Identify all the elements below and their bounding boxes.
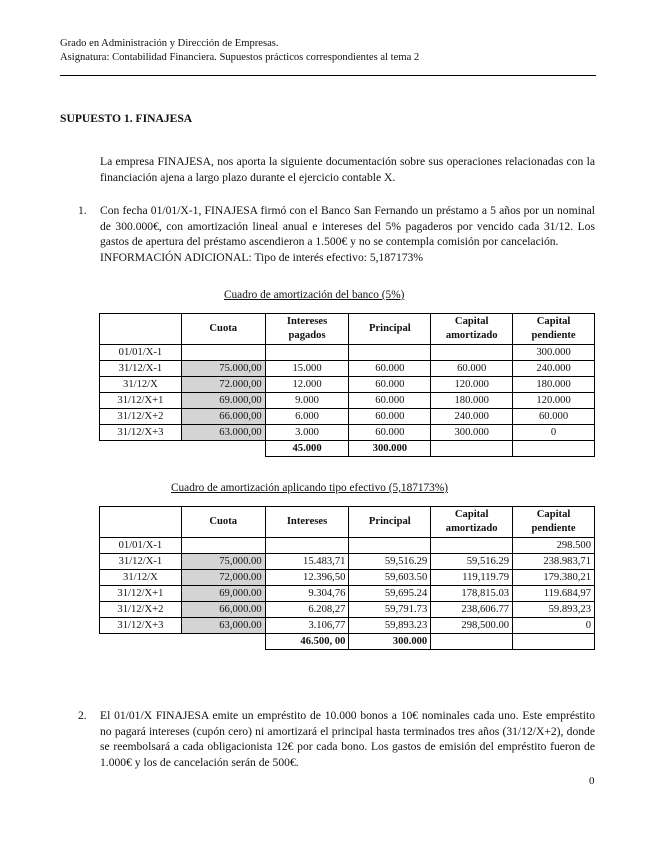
table-cell: 60.000 [431, 361, 513, 377]
table-cell: 59.893,23 [513, 602, 595, 618]
table-total-cell: 300.000 [349, 441, 431, 457]
header-cell: Principal [349, 314, 431, 345]
table-total-cell [100, 441, 182, 457]
table-cell: 298.500 [513, 538, 595, 554]
header-cell: Capital amortizado [431, 314, 513, 345]
table-cell: 240.000 [513, 361, 595, 377]
table-cell: 66.000,00 [181, 409, 265, 425]
table-cell: 60.000 [513, 409, 595, 425]
header-cell: Intereses [265, 507, 349, 538]
page-number: 0 [589, 775, 595, 787]
table1-caption: Cuadro de amortización del banco (5%) [224, 289, 405, 301]
table-cell: 120.000 [513, 393, 595, 409]
table-row [100, 377, 595, 393]
bank-amortization-table [99, 313, 595, 457]
list-item-number: 1. [78, 204, 87, 217]
header-cell: Cuota [181, 507, 265, 538]
header-cell: Capital pendiente [513, 314, 595, 345]
table-cell: 31/12/X-1 [100, 554, 182, 570]
document-header [60, 37, 596, 65]
table-row [100, 586, 595, 602]
table-cell: 180.000 [513, 377, 595, 393]
table-cell: 60.000 [349, 425, 431, 441]
table-cell: 300.000 [431, 425, 513, 441]
table-cell: 31/12/X+3 [100, 425, 182, 441]
header-cell: Capital pendiente [513, 507, 595, 538]
table-total-cell [431, 441, 513, 457]
table-cell: 63,000.00 [181, 618, 265, 634]
table-cell [181, 345, 265, 361]
table-cell: 9.000 [265, 393, 349, 409]
table-totals-row [100, 634, 595, 650]
table-cell [181, 538, 265, 554]
table-cell: 9.304,76 [265, 586, 349, 602]
list-item-text: Con fecha 01/01/X-1, FINAJESA firmó con el Banco San Fernando un préstamo a 5 años por un nominal de 300.000€, con amortización lineal anual e intereses del 5% pagaderos por vencido cada 31/12. Los gastos de apertura del préstamo ascendieron a 1.500€ y no se contempla comisión por cancelación. [100, 204, 595, 248]
table-cell: 300.000 [513, 345, 595, 361]
table-cell: 180.000 [431, 393, 513, 409]
table-cell: 15.483,71 [265, 554, 349, 570]
table-total-cell: 46.500, 00 [265, 634, 349, 650]
table-cell: 31/12/X+1 [100, 586, 182, 602]
table-cell: 31/12/X+1 [100, 393, 182, 409]
table-cell: 66,000.00 [181, 602, 265, 618]
table-cell: 60.000 [349, 393, 431, 409]
table-cell [349, 538, 431, 554]
table-row [100, 570, 595, 586]
table-cell: 119.684,97 [513, 586, 595, 602]
header-cell: Principal [349, 507, 431, 538]
table-cell: 31/12/X [100, 377, 182, 393]
table-cell [349, 345, 431, 361]
list-item-text: El 01/01/X FINAJESA emite un empréstito de 10.000 bonos a 10€ nominales cada uno. Este empréstito no pagará intereses (cupón cero) ni amortizará el principal hasta terminados tres años (31/12/X+2), donde se reembolsará a cada obligacionista 12€ por cada bono. Los gastos de emisión del empréstito fueron de 1.000€ y los de cancelación serán de 500€. [100, 709, 595, 769]
table-cell: 59,695.24 [349, 586, 431, 602]
table-cell: 60.000 [349, 377, 431, 393]
header-cell [100, 314, 182, 345]
table2-caption-title: Cuadro de amortización aplicando tipo efectivo [171, 482, 386, 494]
header-cell [100, 507, 182, 538]
table-cell: 31/12/X [100, 570, 182, 586]
table-cell: 179.380,21 [513, 570, 595, 586]
list-item-1 [78, 203, 595, 265]
table-total-cell: 45.000 [265, 441, 349, 457]
header-line-degree: Grado en Administración y Dirección de Empresas. [60, 38, 279, 49]
table-cell: 59,603.50 [349, 570, 431, 586]
table-cell: 59,516.29 [349, 554, 431, 570]
header-cell: Cuota [181, 314, 265, 345]
table-cell: 69,000.00 [181, 586, 265, 602]
table-cell: 31/12/X+2 [100, 409, 182, 425]
table-cell: 0 [513, 425, 595, 441]
table-row [100, 409, 595, 425]
table-body [100, 345, 595, 457]
table-cell: 60.000 [349, 409, 431, 425]
table-cell: 119,119.79 [431, 570, 513, 586]
table-cell: 3.000 [265, 425, 349, 441]
table-cell: 31/12/X+2 [100, 602, 182, 618]
table-cell: 60.000 [349, 361, 431, 377]
table-total-cell [181, 634, 265, 650]
table-total-cell [513, 441, 595, 457]
table-cell: 59,791.73 [349, 602, 431, 618]
additional-info: INFORMACIÓN ADICIONAL: Tipo de interés efectivo: 5,187173% [100, 250, 423, 264]
table-total-cell [513, 634, 595, 650]
table-row [100, 393, 595, 409]
table-cell [265, 345, 349, 361]
table-row [100, 425, 595, 441]
table-cell: 01/01/X-1 [100, 538, 182, 554]
table-header-row [100, 314, 595, 345]
table-row [100, 618, 595, 634]
table-cell: 69.000,00 [181, 393, 265, 409]
table-cell: 238.983,71 [513, 554, 595, 570]
table-total-cell [181, 441, 265, 457]
table-cell: 63.000,00 [181, 425, 265, 441]
table-cell: 72,000.00 [181, 570, 265, 586]
table-cell: 0 [513, 618, 595, 634]
table-cell: 240.000 [431, 409, 513, 425]
table-row [100, 554, 595, 570]
table-cell: 120.000 [431, 377, 513, 393]
intro-paragraph: La empresa FINAJESA, nos aporta la siguiente documentación sobre sus operaciones relacionadas con la financiación ajena a largo plazo durante el ejercicio contable X. [100, 155, 595, 184]
table-row [100, 538, 595, 554]
table-cell [265, 538, 349, 554]
table-cell: 178,815.03 [431, 586, 513, 602]
table-row [100, 361, 595, 377]
table-total-cell: 300.000 [349, 634, 431, 650]
table-cell: 12.396,50 [265, 570, 349, 586]
table-header-row [100, 507, 595, 538]
table-cell: 6.208,27 [265, 602, 349, 618]
table-body [100, 538, 595, 650]
table-cell: 6.000 [265, 409, 349, 425]
table-total-cell [100, 634, 182, 650]
table-cell: 31/12/X+3 [100, 618, 182, 634]
table-cell: 238,606.77 [431, 602, 513, 618]
table-cell: 31/12/X-1 [100, 361, 182, 377]
list-item-2 [78, 708, 595, 770]
header-divider [60, 75, 596, 76]
table-cell: 59,893.23 [349, 618, 431, 634]
table2-caption [171, 482, 448, 494]
table-cell [431, 538, 513, 554]
table-cell: 75,000.00 [181, 554, 265, 570]
header-cell: Intereses pagados [265, 314, 349, 345]
table-cell: 12.000 [265, 377, 349, 393]
section-title: SUPUESTO 1. FINAJESA [60, 112, 193, 125]
table2-caption-rate: (5,187173%) [385, 482, 448, 494]
table-row [100, 345, 595, 361]
table-cell: 75.000,00 [181, 361, 265, 377]
table-cell: 59,516.29 [431, 554, 513, 570]
effective-rate-amortization-table [99, 506, 595, 650]
list-item-number: 2. [78, 709, 87, 722]
table-cell [431, 345, 513, 361]
table-cell: 01/01/X-1 [100, 345, 182, 361]
table-row [100, 602, 595, 618]
table-cell: 298,500.00 [431, 618, 513, 634]
table-total-cell [431, 634, 513, 650]
table-cell: 72.000,00 [181, 377, 265, 393]
table-cell: 3.106,77 [265, 618, 349, 634]
header-cell: Capital amortizado [431, 507, 513, 538]
table-totals-row [100, 441, 595, 457]
header-line-subject: Asignatura: Contabilidad Financiera. Supuestos prácticos correspondientes al tema 2 [60, 52, 420, 63]
table-cell: 15.000 [265, 361, 349, 377]
